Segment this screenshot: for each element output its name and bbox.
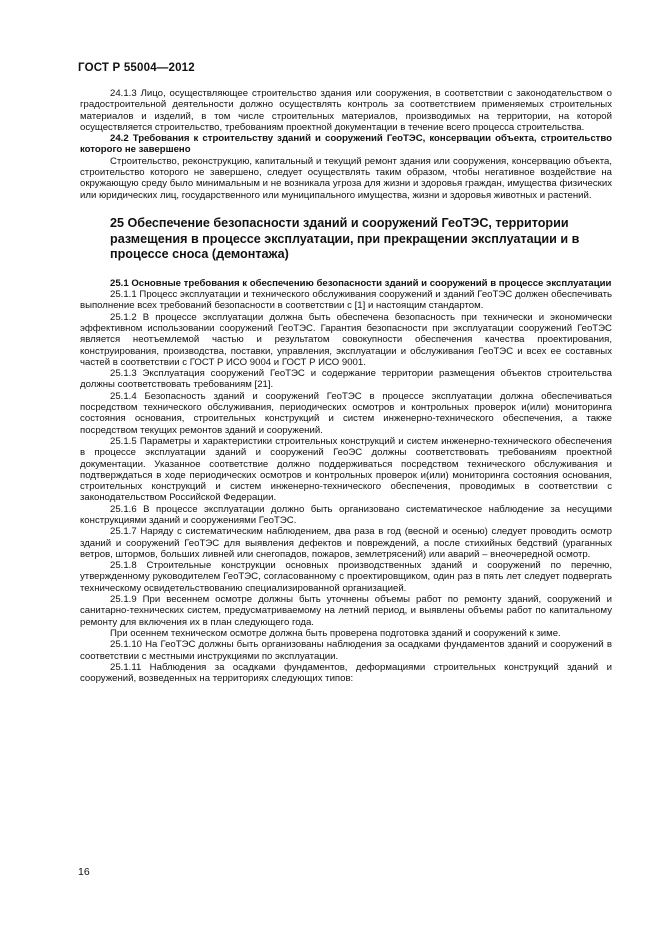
section-title-25: 25 Обеспечение безопасности зданий и сооружений ГеоТЭС, территории размещения в процессе эксплуатации, при прекращении эксплуатации и в процессе сноса (демонтажа) <box>110 215 580 262</box>
paragraph-25-1-2: 25.1.2 В процессе эксплуатации должна быть обеспечена безопасность при технически и экономически эффективном использовании сооружений ГеоТЭС. Гарантия безопасности при эксплуатации сооружений ГеоТЭС является неотъемлемой частью и результатом совокупности обеспечения качества проектирования, конструирования, производства, поставки, управления, эксплуатации и обслуживания ГеоТЭС и всех ее составных частей в соответствии с ГОСТ Р ИСО 9004 и ГОСТ Р ИСО 9001. <box>80 311 612 368</box>
document-body <box>80 88 612 684</box>
paragraph-autumn-inspection: При осеннем техническом осмотре должна быть проверена подготовка зданий и сооружений к зиме. <box>110 627 561 639</box>
paragraph-25-1-10: 25.1.10 На ГеоТЭС должны быть организованы наблюдения за осадками фундаментов зданий и сооружений в соответствии с местными инструкциями по эксплуатации. <box>80 639 612 662</box>
paragraph-25-1-3: 25.1.3 Эксплуатация сооружений ГеоТЭС и содержание территории размещения объектов строительства должны соответствовать требованиям [21]. <box>80 368 612 391</box>
paragraph-25-1-4: 25.1.4 Безопасность зданий и сооружений ГеоТЭС в процессе эксплуатации должна обеспечиваться посредством технического обслуживания, периодических осмотров и контрольных проверок и(или) мониторинга состояния основания, строительных конструкций и систем инженерно-технического обеспечения, а также посредством текущих ремонтов зданий и сооружений. <box>80 390 612 436</box>
paragraph-24-2-text: Строительство, реконструкцию, капитальный и текущий ремонт здания или сооружения, консервацию объекта, строительство которого не завершено, следует осуществлять таким образом, чтобы негативное воздействие на окружающую среду было минимальным и не возникала угроза для жизни и здоровья граждан, имущества физических или юридических лиц, государственного или муниципального имущества, жизни и здоровья животных и растений. <box>80 155 612 201</box>
paragraph-25-1-7: 25.1.7 Наряду с систематическим наблюдением, два раза в год (весной и осенью) следует проводить осмотр зданий и сооружений ГеоТЭС для выявления дефектов и повреждений, а после стихийных бедствий (ураганных ветров, штормов, больших ливней или снегопадов, пожаров, землетрясений) или аварий – внеочередной осмотр. <box>80 526 612 560</box>
paragraph-24-1-3: 24.1.3 Лицо, осуществляющее строительство здания или сооружения, в соответствии с законодательством о градостроительной деятельности должно осуществлять контроль за соответствием применяемых строительных материалов и изделий, в том числе строительных материалов, производимых на территории, на которой осуществляется строительство, требованиям проектной документации в течение всего процесса строительства. <box>80 88 612 133</box>
paragraph-25-1-8: 25.1.8 Строительные конструкции основных производственных зданий и сооружений по перечню, утвержденному руководителем ГеоТЭС, согласованному с проектировщиком, один раз в пять лет следует подвергать техническому освидетельствованию специализированной организацией. <box>80 560 612 594</box>
page-number: 16 <box>78 866 90 878</box>
paragraph-25-1-5: 25.1.5 Параметры и характеристики строительных конструкций и систем инженерно-технического обеспечения в процессе эксплуатации зданий и сооружений ГеоЭС должны соответствовать требованиям проектной документации. Указанное соответствие должно поддерживаться посредством технического обслуживания и подтверждаться в ходе периодических осмотров и контрольных проверок и(или) мониторинга состояния основания, строительных конструкций и систем инженерно-технического обеспечения, проводимых в соответствии с законодательством Российской Федерации. <box>80 435 612 504</box>
subsection-heading-25-1: 25.1 Основные требования к обеспечению безопасности зданий и сооружений в процессе эксплуатации <box>110 277 612 289</box>
paragraph-25-1-11: 25.1.11 Наблюдения за осадками фундаментов, деформациями строительных конструкций зданий и сооружений, возведенных на территориях следующих типов: <box>80 661 612 685</box>
subsection-heading-24-2: 24.2 Требования к строительству зданий и сооружений ГеоТЭС, консервации объекта, строительство которого не завершено <box>80 133 612 156</box>
document-header: ГОСТ Р 55004—2012 <box>78 62 195 74</box>
paragraph-25-1-6: 25.1.6 В процессе эксплуатации должно быть организовано систематическое наблюдение за несущими конструкциями зданий и сооружениями ГеоТЭС. <box>80 503 612 526</box>
paragraph-25-1-9: 25.1.9 При весеннем осмотре должны быть уточнены объемы работ по ремонту зданий, сооружений и санитарно-технических систем, предусматриваемому на летний период, и выявлены объемы работ по капитальному ремонту для включения их в план следующего года. <box>80 594 612 628</box>
paragraph-25-1-1: 25.1.1 Процесс эксплуатации и технического обслуживания сооружений и зданий ГеоТЭС должен обеспечивать выполнение всех требований безопасности в соответствии с [1] и настоящим стандартом. <box>80 289 612 312</box>
